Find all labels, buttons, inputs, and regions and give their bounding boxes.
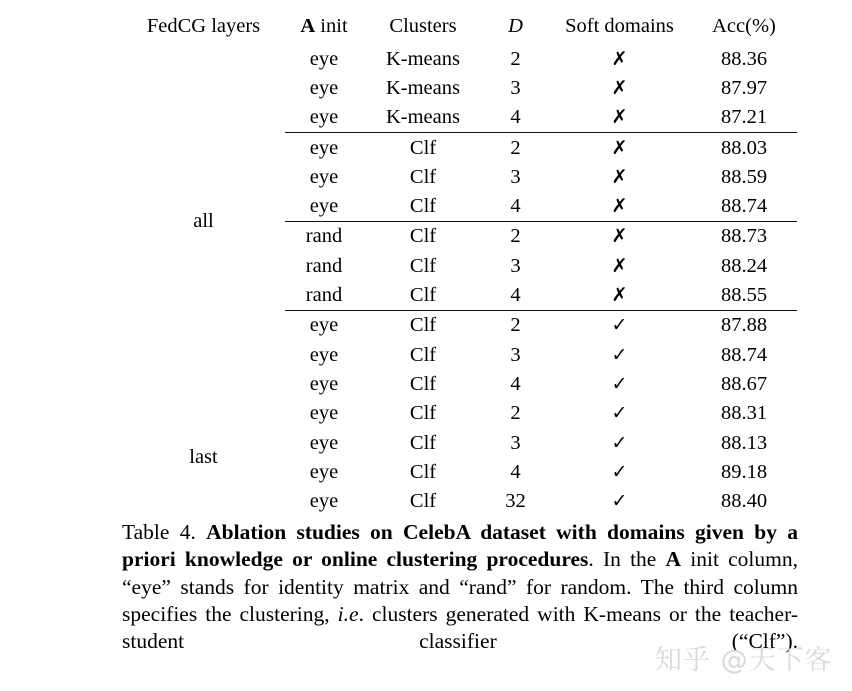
ablation-table-container bbox=[122, 12, 797, 516]
check-icon: ✓ bbox=[611, 402, 628, 425]
cell-d: 2 bbox=[483, 310, 548, 340]
cell-a-init: eye bbox=[309, 76, 339, 99]
cell-acc: 88.40 bbox=[720, 490, 768, 513]
caption-bold-period: . bbox=[588, 547, 603, 572]
caption-text-3: . clusters generated with K-means or the teacher-student classifier (“Clf”). bbox=[122, 601, 798, 654]
cell-a-init: rand bbox=[305, 254, 343, 277]
cell-a-init: eye bbox=[309, 195, 339, 218]
a-init-label: init bbox=[315, 15, 348, 38]
cell-a-init: eye bbox=[309, 343, 339, 366]
check-icon: ✓ bbox=[611, 431, 628, 454]
cell-a-init: eye bbox=[309, 490, 339, 513]
cross-icon: ✗ bbox=[611, 195, 628, 218]
cell-a-init: eye bbox=[309, 372, 339, 395]
cell-d: 3 bbox=[510, 343, 521, 366]
cell-clusters: K-means bbox=[385, 106, 460, 129]
cell-acc: 88.59 bbox=[720, 165, 768, 188]
cell-d: 4 bbox=[510, 106, 521, 129]
cell-d: 2 bbox=[510, 402, 521, 425]
cross-icon: ✗ bbox=[611, 76, 628, 99]
caption-a-symbol: A bbox=[665, 547, 682, 572]
cell-d: 2 bbox=[483, 133, 548, 163]
col-header-a-init bbox=[285, 12, 363, 41]
cell-soft-domains bbox=[548, 310, 691, 340]
cell-soft-domains bbox=[548, 370, 691, 399]
ablation-table bbox=[122, 12, 797, 516]
cross-icon: ✗ bbox=[611, 165, 628, 188]
cell-soft-domains bbox=[548, 222, 691, 252]
cell-clusters: Clf bbox=[363, 310, 483, 340]
caption-bold-title: Ablation studies on CelebA dataset with domains given by a priori knowledge or online clustering procedures bbox=[122, 520, 798, 572]
cell-clusters: Clf bbox=[409, 372, 437, 395]
check-icon: ✓ bbox=[611, 343, 628, 366]
table-header-row bbox=[122, 12, 797, 41]
cell-acc: 87.21 bbox=[720, 106, 768, 129]
cell-soft-domains bbox=[548, 133, 691, 163]
cell-a-init: eye bbox=[309, 106, 339, 129]
cell-clusters: Clf bbox=[409, 195, 437, 218]
col-header-clusters: Clusters bbox=[389, 15, 457, 38]
table-caption bbox=[122, 519, 798, 655]
check-icon: ✓ bbox=[611, 372, 628, 395]
cell-a-init: eye bbox=[309, 47, 339, 70]
cell-d: 32 bbox=[505, 490, 526, 513]
cell-d: 3 bbox=[510, 165, 521, 188]
check-icon: ✓ bbox=[611, 460, 628, 483]
table-head bbox=[122, 12, 797, 41]
cell-acc: 88.24 bbox=[720, 254, 768, 277]
cell-clusters: Clf bbox=[409, 490, 437, 513]
check-icon: ✓ bbox=[611, 314, 628, 337]
cell-acc: 88.74 bbox=[720, 195, 768, 218]
cell-clusters: K-means bbox=[385, 76, 460, 99]
cross-icon: ✗ bbox=[611, 47, 628, 70]
cell-soft-domains bbox=[548, 399, 691, 428]
cell-d: 3 bbox=[510, 76, 521, 99]
caption-text-1: In the bbox=[602, 547, 666, 572]
cell-d: 4 bbox=[510, 195, 521, 218]
cell-d: 4 bbox=[510, 284, 521, 307]
cell-acc: 88.73 bbox=[691, 222, 797, 252]
group-label-all: all bbox=[193, 210, 214, 233]
cell-clusters: Clf bbox=[363, 222, 483, 252]
cell-a-init: eye bbox=[285, 133, 363, 163]
zhihu-watermark: 知乎 @天下客 bbox=[655, 645, 833, 676]
cell-a-init: rand bbox=[285, 222, 363, 252]
cell-acc: 88.03 bbox=[691, 133, 797, 163]
cell-clusters: Clf bbox=[409, 431, 437, 454]
cell-soft-domains bbox=[548, 74, 691, 103]
cell-clusters: Clf bbox=[409, 460, 437, 483]
cell-d: 3 bbox=[510, 431, 521, 454]
cell-soft-domains bbox=[548, 281, 691, 311]
cross-icon: ✗ bbox=[611, 225, 628, 248]
cell-soft-domains bbox=[548, 340, 691, 369]
cell-clusters: Clf bbox=[409, 343, 437, 366]
cell-acc: 88.36 bbox=[720, 47, 768, 70]
cell-soft-domains bbox=[548, 457, 691, 486]
cell-acc: 88.74 bbox=[720, 343, 768, 366]
cell-clusters: K-means bbox=[385, 47, 460, 70]
cell-acc: 87.97 bbox=[720, 76, 768, 99]
cell-a-init: eye bbox=[309, 460, 339, 483]
cross-icon: ✗ bbox=[611, 136, 628, 159]
a-init-symbol: A bbox=[300, 15, 316, 38]
cross-icon: ✗ bbox=[611, 284, 628, 307]
table-row bbox=[122, 399, 797, 428]
table-body bbox=[122, 41, 797, 516]
cell-acc-best: 89.18 bbox=[720, 460, 768, 483]
cell-a-init: eye bbox=[285, 310, 363, 340]
cell-clusters: Clf bbox=[409, 254, 437, 277]
caption-label: Table 4. bbox=[122, 520, 207, 544]
table-row bbox=[122, 41, 797, 73]
cell-clusters: Clf bbox=[409, 284, 437, 307]
cell-clusters: Clf bbox=[363, 133, 483, 163]
cell-a-init: rand bbox=[305, 284, 343, 307]
col-header-soft-domains: Soft domains bbox=[565, 15, 674, 38]
cell-soft-domains bbox=[548, 487, 691, 516]
col-header-d: D bbox=[508, 15, 523, 38]
caption-text-2: init column, “eye” stands for identity matrix and “rand” for random. The third column specifies the clustering, bbox=[122, 547, 798, 626]
cell-clusters: Clf bbox=[409, 402, 437, 425]
cross-icon: ✗ bbox=[611, 254, 628, 277]
cell-d: 2 bbox=[510, 47, 521, 70]
cell-d: 2 bbox=[483, 222, 548, 252]
cell-acc: 88.13 bbox=[720, 431, 768, 454]
col-header-fedcg-layers: FedCG layers bbox=[146, 15, 261, 38]
cell-acc: 88.67 bbox=[720, 372, 768, 395]
cell-soft-domains bbox=[548, 251, 691, 280]
cell-clusters: Clf bbox=[409, 165, 437, 188]
cell-d: 4 bbox=[510, 460, 521, 483]
cell-acc: 88.55 bbox=[720, 284, 768, 307]
group-label-last: last bbox=[189, 446, 218, 469]
cross-icon: ✗ bbox=[611, 106, 628, 129]
caption-ie-italic: i.e bbox=[337, 601, 359, 626]
col-header-acc: Acc(%) bbox=[712, 15, 776, 38]
check-icon: ✓ bbox=[611, 490, 628, 513]
cell-soft-domains bbox=[548, 103, 691, 133]
cell-soft-domains bbox=[548, 41, 691, 73]
cell-acc: 87.88 bbox=[691, 310, 797, 340]
cell-d: 3 bbox=[510, 254, 521, 277]
cell-soft-domains bbox=[548, 192, 691, 222]
cell-a-init: eye bbox=[309, 402, 339, 425]
cell-d: 4 bbox=[510, 372, 521, 395]
cell-acc: 88.31 bbox=[720, 402, 768, 425]
cell-a-init: eye bbox=[309, 431, 339, 454]
cell-a-init: eye bbox=[309, 165, 339, 188]
cell-soft-domains bbox=[548, 162, 691, 191]
cell-soft-domains bbox=[548, 428, 691, 457]
